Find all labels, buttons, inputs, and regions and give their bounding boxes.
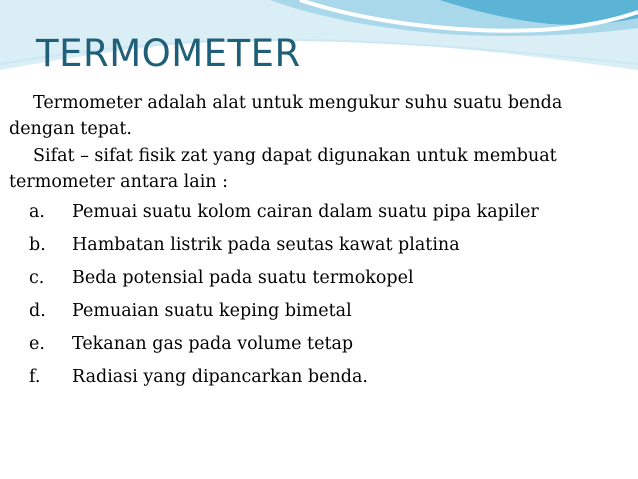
list-item-text: Radiasi yang dipancarkan benda. (72, 367, 368, 387)
list-item-text: Beda potensial pada suatu termokopel (72, 268, 414, 288)
list-item-text: Pemuaian suatu keping bimetal (72, 301, 352, 321)
list-item (9, 295, 631, 328)
properties-paragraph: Sifat – sifat fisik zat yang dapat digunakan untuk membuat termometer antara lain : (9, 146, 557, 192)
slide-body (9, 90, 631, 394)
page-title: TERMOMETER (36, 32, 301, 75)
list-marker: a. (29, 202, 45, 222)
list-item-text: Pemuai suatu kolom cairan dalam suatu pipa kapiler (72, 202, 539, 222)
list-item-text: Hambatan listrik pada seutas kawat platina (72, 235, 460, 255)
list-marker: c. (29, 268, 45, 288)
list-item (9, 229, 631, 262)
list-item-text: Tekanan gas pada volume tetap (72, 334, 354, 354)
list-marker: f. (29, 367, 41, 387)
list-marker: b. (29, 235, 46, 255)
list-item (9, 196, 631, 229)
list-item (9, 328, 631, 361)
list-item (9, 361, 631, 394)
list-marker: d. (29, 301, 46, 321)
list-marker: e. (29, 334, 45, 354)
list-item (9, 262, 631, 295)
definition-paragraph: Termometer adalah alat untuk mengukur suhu suatu benda dengan tepat. (9, 93, 563, 139)
properties-list (9, 196, 631, 394)
